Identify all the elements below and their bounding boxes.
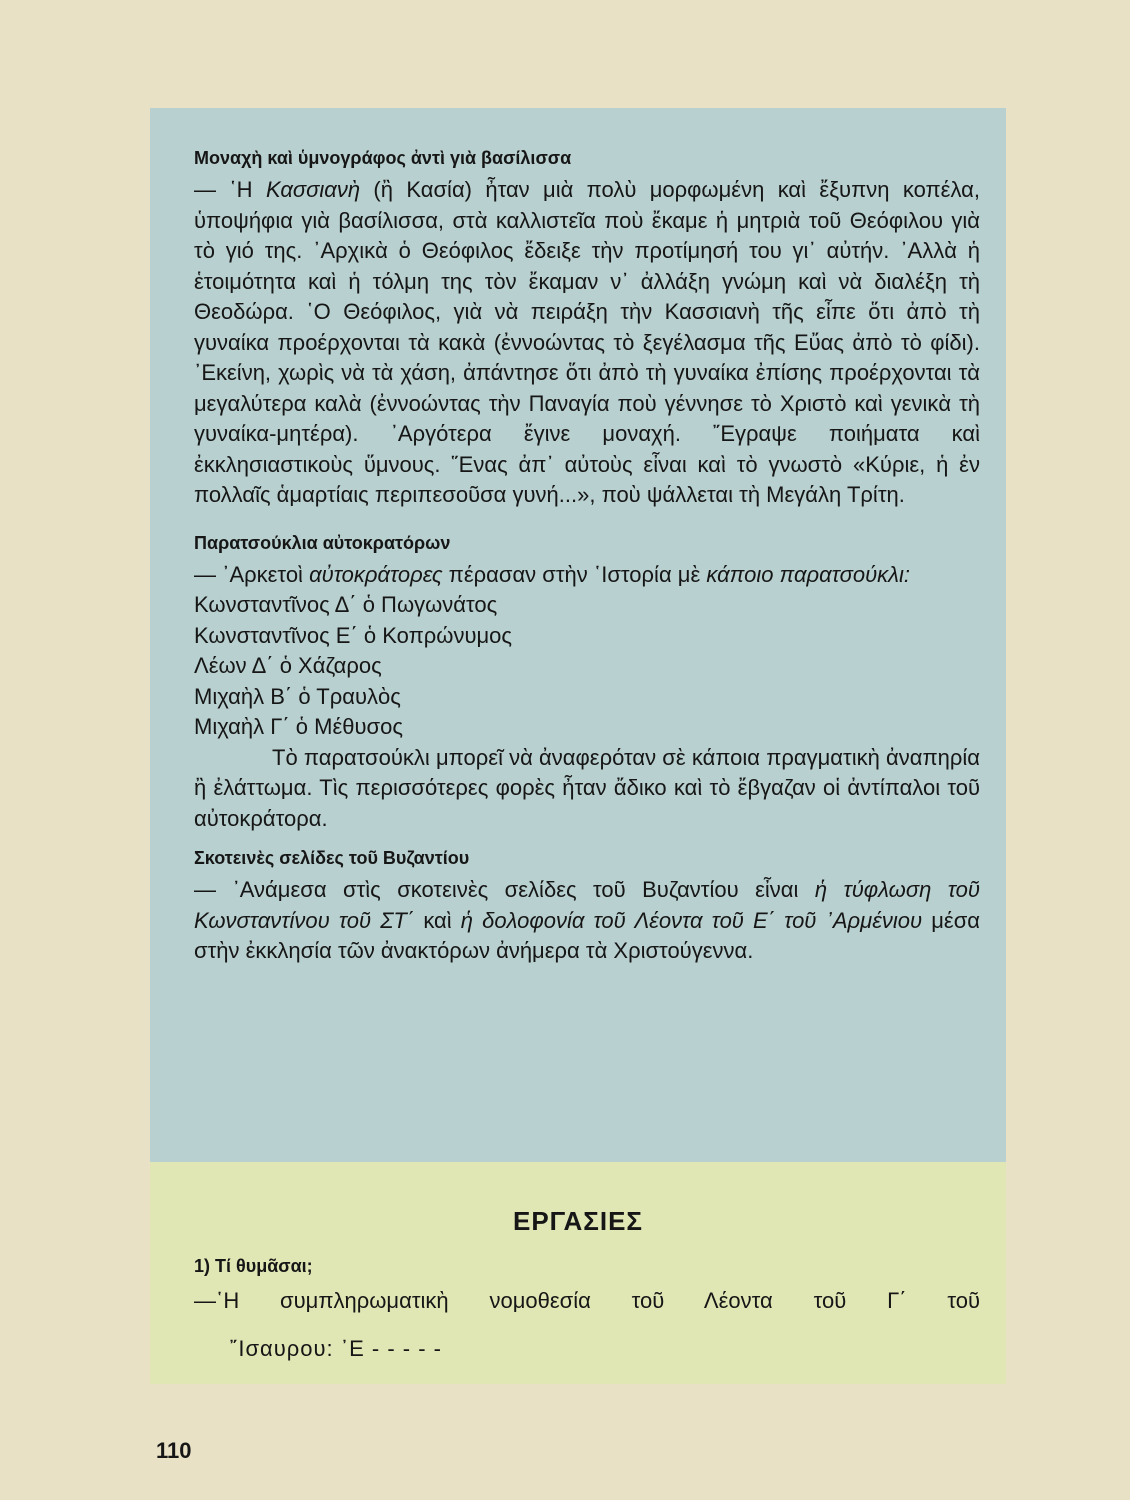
- question-1-label: 1) Τί θυμᾶσαι;: [194, 1256, 313, 1276]
- paragraph-nicknames-intro: [194, 560, 980, 591]
- italic-text: κάποιο παρατσούκλι:: [706, 561, 911, 587]
- text-run: πέρασαν στὴν ῾Ιστορία μὲ: [442, 561, 707, 587]
- text-run: μέσα στὴν ἐκκλησία τῶν ἀνακτόρων ἀνήμερα τὰ Χριστούγεννα.: [194, 907, 980, 963]
- list-item: Μιχαὴλ Β΄ ὁ Τραυλὸς: [194, 683, 401, 709]
- italic-text: ἡ δολοφονία τοῦ Λέοντα τοῦ Ε΄ τοῦ ᾿Αρμένιου: [460, 907, 923, 933]
- paragraph-nicknames-closing: Τὸ παρατσούκλι μπορεῖ νὰ ἀναφερόταν σὲ κάποια πραγματικὴ ἀναπηρία ἢ ἐλάττωμα. Τὶς περισσότερες φορὲς ἦταν ἄδικο καὶ τὸ ἔβγαζαν οἱ ἀντίπαλοι τοῦ αὐτοκράτορα.: [194, 744, 980, 831]
- list-item: Κωνσταντῖνος Ε΄ ὁ Κοπρώνυμος: [194, 622, 512, 648]
- section-heading-nicknames: Παρατσούκλια αὐτοκρατόρων: [194, 532, 451, 553]
- paragraph-kassiani: [194, 175, 980, 511]
- italic-text: αὐτοκράτορες: [309, 561, 443, 587]
- paragraph-dark-pages: [194, 875, 980, 967]
- section-heading-dark-pages: Σκοτεινὲς σελίδες τοῦ Βυζαντίου: [194, 848, 470, 868]
- list-item: Λέων Δ΄ ὁ Χάζαρος: [194, 653, 382, 678]
- main-text: [194, 148, 980, 967]
- text-run: καὶ: [414, 907, 461, 933]
- italic-text: Κασσιανὴ: [265, 177, 361, 202]
- section-heading-kassiani: Μοναχὴ καὶ ὑμνογράφος ἀντὶ γιὰ βασίλισσα: [194, 148, 572, 168]
- question-1-text: —῾Η συμπληρωματικὴ νομοθεσία τοῦ Λέοντα τοῦ Γ΄ τοῦ: [194, 1288, 980, 1313]
- question-1-blank: ῎Ισαυρου: ᾿Ε - - - - -: [230, 1336, 442, 1361]
- text-run: — ᾿Ανάμεσα στὶς σκοτεινὲς σελίδες τοῦ Βυζαντίου εἶναι: [194, 877, 815, 902]
- text-run: — ῾Η: [194, 177, 266, 202]
- emperor-nickname-list: [194, 590, 980, 743]
- exercises-title: ΕΡΓΑΣΙΕΣ: [512, 1206, 644, 1236]
- list-item: Κωνσταντῖνος Δ΄ ὁ Πωγωνάτος: [194, 592, 498, 617]
- text-run: — ᾿Αρκετοὶ: [194, 561, 310, 587]
- list-item: Μιχαὴλ Γ΄ ὁ Μέθυσος: [194, 714, 403, 739]
- italic-text: ἡ τύφλωση τοῦ Κωνσταντίνου τοῦ ΣΤ΄: [194, 877, 980, 933]
- page-number: 110: [156, 1438, 192, 1463]
- text-run: (ἢ Κασία) ἦταν μιὰ πολὺ μορφωμένη καὶ ἔξυπνη κοπέλα, ὑποψήφια γιὰ βασίλισσα, στὰ καλλιστεῖα ποὺ ἔκαμε ἡ μητριὰ τοῦ Θεόφιλου γιὰ τὸ γιό της. ᾿Αρχικὰ ὁ Θεόφιλος ἔδειξε τὴν προτίμησή του γι᾿ αὐτήν. ᾿Αλλὰ ἡ ἑτοιμότητα καὶ ἡ τόλμη της τὸν ἔκαμαν ν᾿ ἀλλάξη γνώμη καὶ νὰ διαλέξη τὴ Θεοδώρα. ῾Ο Θεόφιλος, γιὰ νὰ πειράξη τὴν Κασσιανὴ τῆς εἶπε ὅτι ἀπὸ τὴ γυναίκα προέρχονται τὰ κακὰ (ἐννοώντας τὸ ξεγέλασμα τῆς Εὔας ἀπὸ τὸ φίδι). ᾿Εκείνη, χωρὶς νὰ τὰ χάση, ἀπάντησε ὅτι ἀπὸ τὴ γυναίκα ἐπίσης προέρχονται τὰ μεγαλύτερα καλὰ (ἐννοώντας τὴν Παναγία ποὺ γέννησε τὸ Χριστὸ καὶ γενικὰ τὴ γυναίκα-μητέρα). ᾿Αργότερα ἔγινε μοναχή. ῎Εγραψε ποιήματα καὶ ἐκκλησιαστικοὺς ὕμνους. ῞Ενας ἀπ᾿ αὐτοὺς εἶναι καὶ τὸ γνωστὸ «Κύριε, ἡ ἐν πολλαῖς ἁμαρτίαις περιπεσοῦσα γυνή...», ποὺ ψάλλεται τὴ Μεγάλη Τρίτη.: [194, 177, 980, 507]
